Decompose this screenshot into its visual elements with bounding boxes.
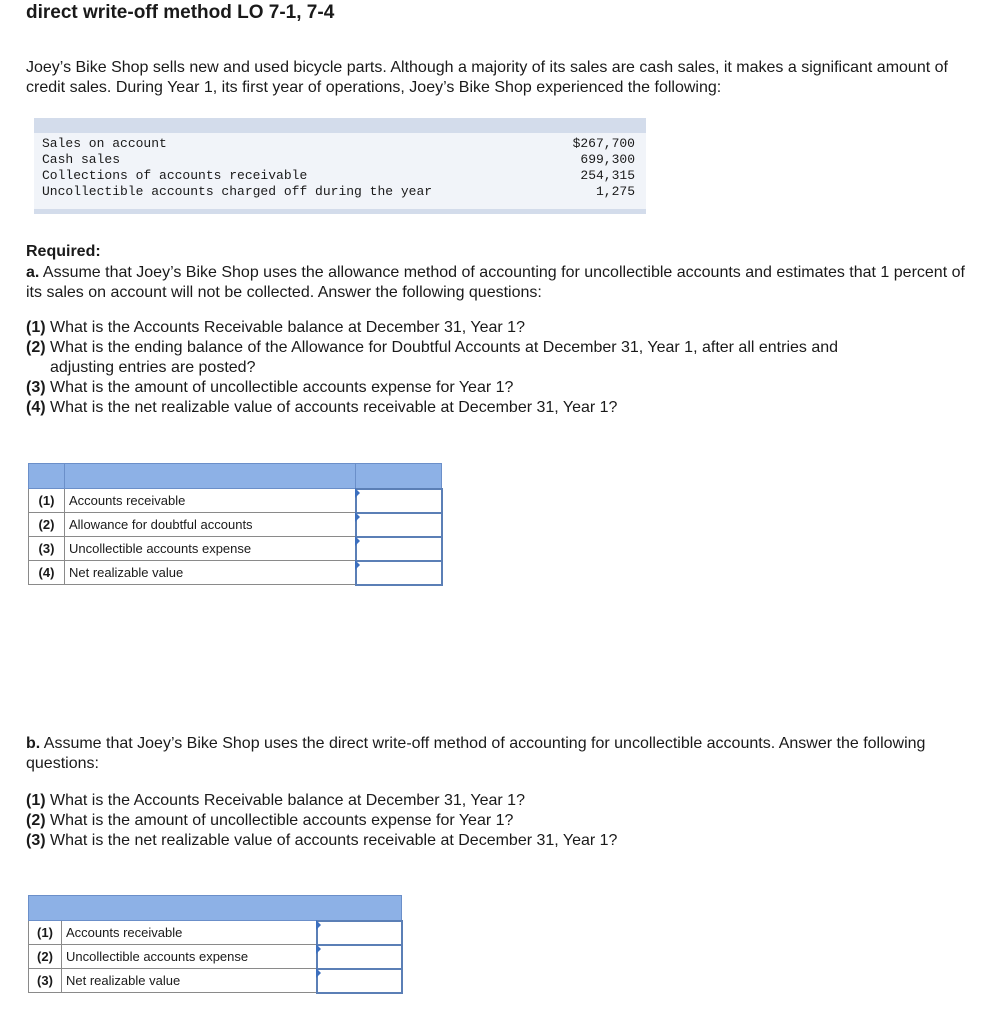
question-number: (2): [26, 812, 46, 829]
answer-cell[interactable]: [317, 969, 402, 993]
header-cell: [65, 464, 356, 489]
row-number: (3): [29, 969, 62, 993]
question-item: [26, 811, 966, 831]
data-row-label: Collections of accounts receivable: [42, 168, 308, 183]
answer-cell[interactable]: [317, 921, 402, 945]
answer-cell[interactable]: [356, 561, 442, 585]
question-item: [26, 378, 966, 398]
row-number: (4): [29, 561, 65, 585]
question-number: (3): [26, 832, 46, 849]
answer-cell[interactable]: [356, 513, 442, 537]
header-cell: [29, 464, 65, 489]
row-label: Uncollectible accounts expense: [62, 945, 317, 969]
row-label: Net realizable value: [62, 969, 317, 993]
row-number: (1): [29, 921, 62, 945]
table-row: [29, 921, 402, 945]
transactions-table: [34, 118, 646, 214]
data-row-label: Uncollectible accounts charged off during the year: [42, 184, 433, 199]
data-row: [42, 136, 635, 152]
answer-cell[interactable]: [356, 537, 442, 561]
data-row-value: 1,275: [595, 184, 635, 199]
part-b-letter: b.: [26, 735, 41, 752]
data-row: [42, 152, 635, 168]
row-label: Allowance for doubtful accounts: [65, 513, 356, 537]
table-row: [29, 513, 442, 537]
table-header-row: [29, 896, 402, 921]
question-item: [26, 318, 966, 338]
answer-cell[interactable]: [356, 489, 442, 513]
question-item: [26, 338, 966, 358]
data-row-label: Sales on account: [42, 136, 167, 151]
table-header-row: [29, 464, 442, 489]
question-text: What is the amount of uncollectible accounts expense for Year 1?: [45, 379, 514, 396]
row-label: Accounts receivable: [62, 921, 317, 945]
table-row: [29, 537, 442, 561]
question-number: (2): [26, 339, 46, 356]
row-number: (2): [29, 945, 62, 969]
question-text: What is the Accounts Receivable balance at December 31, Year 1?: [45, 319, 525, 336]
part-a-answer-table: [28, 463, 443, 586]
page-title: direct write-off method LO 7-1, 7-4: [26, 2, 335, 23]
answer-input[interactable]: [318, 970, 401, 992]
row-label: Uncollectible accounts expense: [65, 537, 356, 561]
question-text: What is the net realizable value of accounts receivable at December 31, Year 1?: [45, 399, 618, 416]
row-label: Net realizable value: [65, 561, 356, 585]
required-heading: Required:: [26, 243, 101, 260]
data-row-value: 254,315: [580, 168, 635, 183]
intro-paragraph: Joey’s Bike Shop sells new and used bicycle parts. Although a majority of its sales are cash sales, it makes a significant amount of credit sales. During Year 1, its first year of operations, Joey’s Bike Shop experienced the following:: [26, 59, 948, 96]
answer-input[interactable]: [357, 514, 441, 536]
data-row-value: $267,700: [572, 136, 635, 151]
question-number: (1): [26, 319, 46, 336]
data-row: [42, 184, 635, 200]
question-text: What is the amount of uncollectible accounts expense for Year 1?: [45, 812, 514, 829]
question-item: [26, 791, 966, 811]
question-item: [26, 831, 966, 851]
answer-input[interactable]: [357, 538, 441, 560]
part-b-text: Assume that Joey’s Bike Shop uses the direct write-off method of accounting for uncollectible accounts. Answer the following questions:: [26, 735, 926, 772]
table-row: [29, 969, 402, 993]
question-number: (4): [26, 399, 46, 416]
data-row: [42, 168, 635, 184]
table-row: [29, 945, 402, 969]
part-a-questions: [26, 318, 966, 418]
answer-input[interactable]: [318, 946, 401, 968]
header-cell: [29, 896, 402, 921]
question-text: What is the Accounts Receivable balance at December 31, Year 1?: [45, 792, 525, 809]
header-cell: [356, 464, 442, 489]
question-text: What is the ending balance of the Allowance for Doubtful Accounts at December 31, Year 1, after all entries and: [45, 339, 839, 356]
question-continuation: adjusting entries are posted?: [50, 359, 256, 376]
answer-cell[interactable]: [317, 945, 402, 969]
question-text: What is the net realizable value of accounts receivable at December 31, Year 1?: [45, 832, 618, 849]
question-item: [26, 398, 966, 418]
table-row: [29, 489, 442, 513]
question-number: (1): [26, 792, 46, 809]
part-a-letter: a.: [26, 264, 40, 281]
part-b-answer-table: [28, 895, 403, 994]
data-row-value: 699,300: [580, 152, 635, 167]
answer-input[interactable]: [357, 490, 441, 512]
question-number: (3): [26, 379, 46, 396]
answer-input[interactable]: [318, 922, 401, 944]
part-a-text: Assume that Joey’s Bike Shop uses the allowance method of accounting for uncollectible accounts and estimates that 1 percent of its sales on account will not be collected. Answer the following questions:: [26, 264, 965, 301]
part-b-instructions: [26, 734, 966, 774]
part-b-questions: [26, 791, 966, 851]
row-number: (3): [29, 537, 65, 561]
data-row-label: Cash sales: [42, 152, 121, 167]
table-row: [29, 561, 442, 585]
row-label: Accounts receivable: [65, 489, 356, 513]
row-number: (1): [29, 489, 65, 513]
part-a-instructions: [26, 263, 966, 303]
answer-input[interactable]: [357, 562, 441, 584]
row-number: (2): [29, 513, 65, 537]
